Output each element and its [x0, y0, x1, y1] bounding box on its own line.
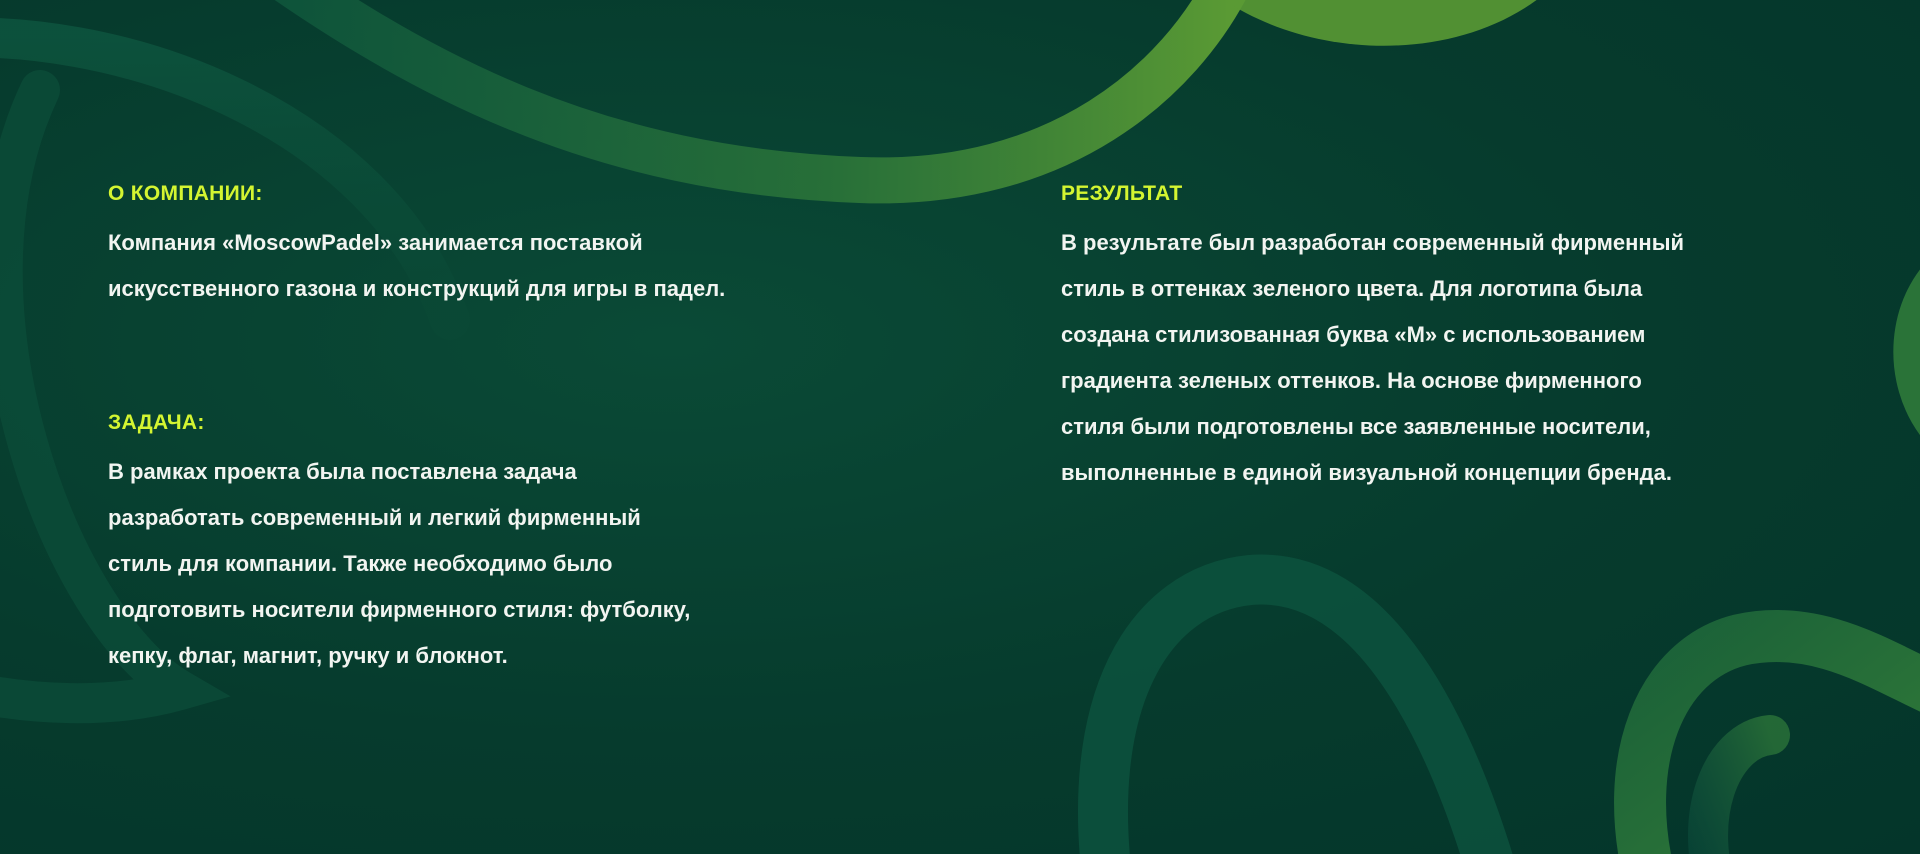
decor-curve-bottom-center	[1103, 580, 1500, 854]
result-text-line: В результате был разработан современный фирменный	[1061, 230, 1685, 255]
result-text-line: выполненные в единой визуальной концепции бренда.	[1061, 460, 1672, 485]
result-heading: РЕЗУЛЬТАТ	[1061, 182, 1183, 205]
task-heading: ЗАДАЧА:	[108, 411, 205, 434]
task-text-line: разработать современный и легкий фирменный	[108, 505, 641, 530]
task-text-line: стиль для компании. Также необходимо было	[108, 551, 613, 576]
about-text-line: Компания «MoscowPadel» занимается поставкой	[108, 230, 643, 255]
decor-blob-top	[1180, 0, 1560, 46]
about-heading: О КОМПАНИИ:	[108, 182, 263, 205]
about-section	[108, 181, 725, 312]
result-text-line: стиля были подготовлены все заявленные носители,	[1061, 414, 1651, 439]
decor-curve-right-edge	[1908, 260, 1920, 430]
task-text-line: В рамках проекта была поставлена задача	[108, 459, 577, 484]
task-text-line: кепку, флаг, магнит, ручку и блокнот.	[108, 643, 508, 668]
result-text-line: создана стилизованная буква «М» с использованием	[1061, 322, 1646, 347]
result-text-line: стиль в оттенках зеленого цвета. Для логотипа была	[1061, 276, 1643, 301]
task-text-line: подготовить носители фирменного стиля: футболку,	[108, 597, 691, 622]
result-section	[1061, 181, 1684, 496]
task-section	[108, 410, 690, 679]
result-text-line: градиента зеленых оттенков. На основе фирменного	[1061, 368, 1642, 393]
decor-curve-top-arc	[230, 0, 1230, 180]
about-text-line: искусственного газона и конструкций для игры в падел.	[108, 276, 726, 301]
decor-curve-bottom-right-inner	[1708, 735, 1770, 854]
